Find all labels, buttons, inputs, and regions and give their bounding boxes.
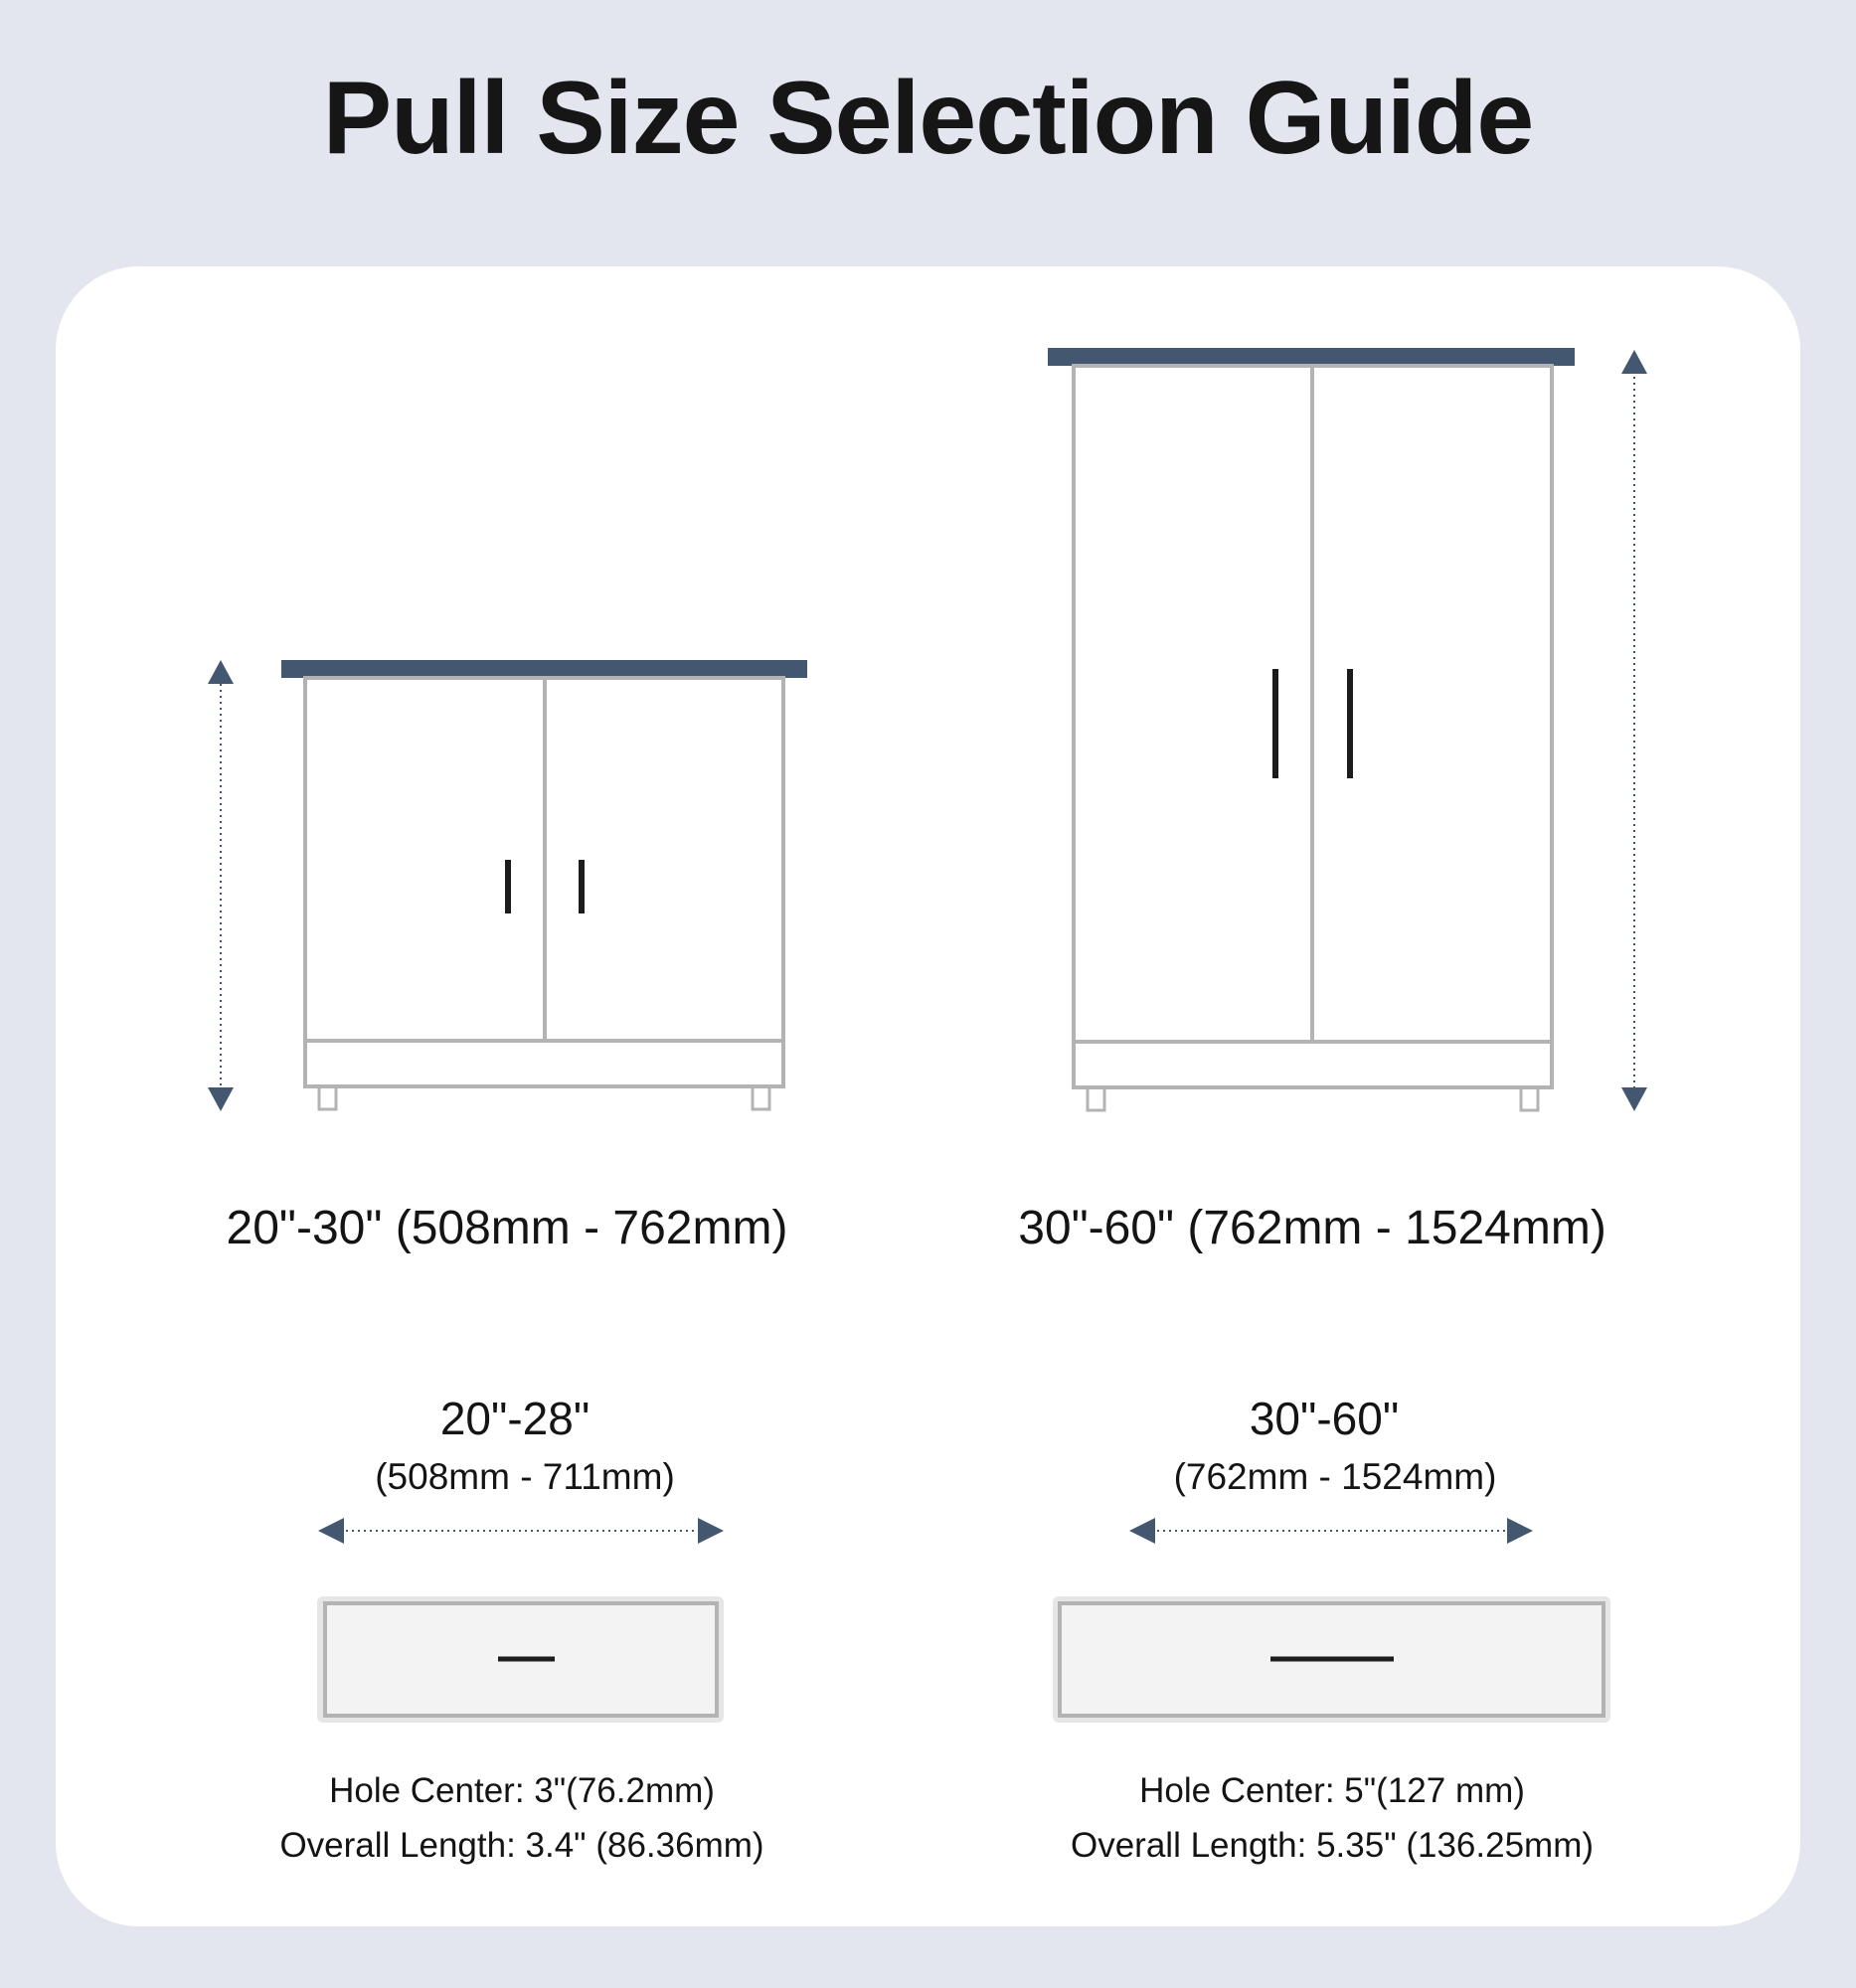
arrow-left-icon — [318, 1518, 344, 1544]
arrow-up-icon — [208, 660, 234, 684]
arrow-down-icon — [208, 1087, 234, 1111]
arrow-right-icon — [698, 1518, 724, 1544]
large-pull-overall-length: Overall Length: 5.35" (136.25mm) — [1070, 1826, 1595, 1865]
countertop — [1048, 348, 1575, 366]
large-drawer-width-mm-label: (762mm - 1524mm) — [1173, 1456, 1497, 1497]
large-pull-hole-center: Hole Center: 5"(127 mm) — [1139, 1771, 1525, 1810]
tall-cabinet — [1048, 348, 1647, 1111]
page-title: Pull Size Selection Guide — [322, 61, 1534, 176]
small-pull-hole-center: Hole Center: 3"(76.2mm) — [329, 1771, 715, 1810]
small-drawer — [317, 1518, 724, 1723]
tall-cabinet-height-label: 30"-60" (762mm - 1524mm) — [1018, 1202, 1606, 1254]
cabinet-leg — [1521, 1087, 1538, 1110]
small-cabinet-height-label: 20"-30" (508mm - 762mm) — [226, 1202, 788, 1254]
cabinet-leg — [319, 1086, 336, 1109]
arrow-up-icon — [1621, 350, 1647, 374]
small-drawer-width-label: 20"-28" — [439, 1393, 591, 1444]
large-drawer-width-label: 30"-60" — [1249, 1393, 1400, 1444]
arrow-left-icon — [1129, 1518, 1155, 1544]
cabinet-leg — [1088, 1087, 1104, 1110]
countertop — [281, 660, 807, 678]
small-drawer-width-mm-label: (508mm - 711mm) — [375, 1456, 675, 1497]
large-drawer — [1053, 1518, 1610, 1723]
small-pull-overall-length: Overall Length: 3.4" (86.36mm) — [279, 1826, 764, 1865]
arrow-down-icon — [1621, 1087, 1647, 1111]
cabinet-leg — [753, 1086, 769, 1109]
small-cabinet — [208, 660, 807, 1111]
arrow-right-icon — [1507, 1518, 1533, 1544]
